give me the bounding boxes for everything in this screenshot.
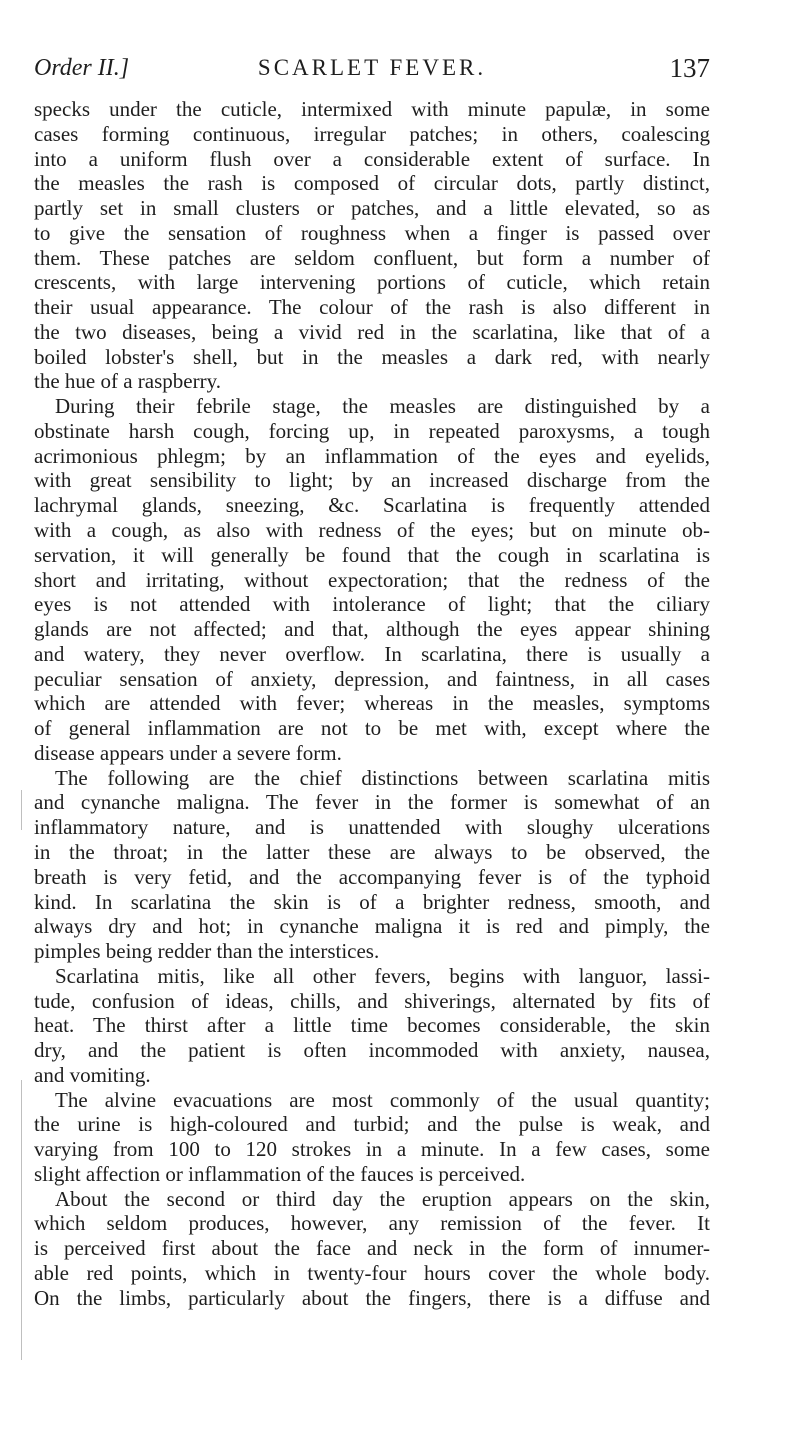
text-line: peculiar sensation of anxiety, depression, and faintness, in all cases <box>34 666 710 691</box>
text-line: servation, it will generally be found that the cough in scarlatina is <box>34 542 710 567</box>
text-line: always dry and hot; in cynanche maligna it is red and pimply, the <box>34 914 710 939</box>
text-line: which are attended with fever; whereas in the measles, symptoms <box>34 691 710 716</box>
text-line: The alvine evacuations are most commonly of the usual quantity; <box>55 1087 710 1112</box>
text-line: pimples being redder than the interstices. <box>34 939 380 964</box>
text-line: the measles the rash is composed of circular dots, partly distinct, <box>34 171 710 196</box>
text-line: of general inflammation are not to be met with, except where the <box>34 716 710 741</box>
text-line: in the throat; in the latter these are always to be observed, the <box>34 839 710 864</box>
text-line: inflammatory nature, and is unattended with sloughy ulcerations <box>34 815 710 840</box>
text-line: able red points, which in twenty-four hours cover the whole body. <box>34 1260 710 1285</box>
text-line: obstinate harsh cough, forcing up, in repeated paroxysms, a tough <box>34 418 710 443</box>
text-line: varying from 100 to 120 strokes in a minute. In a few cases, some <box>34 1137 710 1162</box>
text-line: acrimonious phlegm; by an inflammation of the eyes and eyelids, <box>34 443 710 468</box>
text-line: the urine is high-coloured and turbid; and the pulse is weak, and <box>34 1112 710 1137</box>
page-number: 137 <box>669 53 710 83</box>
text-line: which seldom produces, however, any remission of the fever. It <box>34 1211 710 1236</box>
text-line: them. These patches are seldom confluent, but form a number of <box>34 245 710 270</box>
text-line: breath is very fetid, and the accompanying fever is of the typhoid <box>34 864 710 889</box>
text-line: slight affection or inflammation of the fauces is perceived. <box>34 1161 526 1186</box>
text-line: kind. In scarlatina the skin is of a brighter redness, smooth, and <box>34 889 710 914</box>
text-line: Scarlatina mitis, like all other fevers, begins with languor, lassi- <box>55 963 710 988</box>
text-line: partly set in small clusters or patches, and a little elevated, so as <box>34 196 710 221</box>
margin-scan-mark <box>21 790 22 830</box>
header-title: SCARLET FEVER. <box>257 55 487 80</box>
text-line: specks under the cuticle, intermixed with minute papulæ, in some <box>34 97 710 121</box>
text-line: is perceived first about the face and neck in the form of innumer- <box>34 1236 710 1261</box>
text-line: the two diseases, being a vivid red in the scarlatina, like that of a <box>34 319 710 344</box>
text-line: glands are not affected; and that, although the eyes appear shining <box>34 617 710 642</box>
text-line: disease appears under a severe form. <box>34 740 342 765</box>
text-line: eyes is not attended with intolerance of light; that the ciliary <box>34 592 710 617</box>
header-chapter-reference: Order II.] <box>34 55 130 81</box>
text-line: lachrymal glands, sneezing, &c. Scarlatina is frequently attended <box>34 493 710 518</box>
text-line: The following are the chief distinctions between scarlatina mitis <box>55 765 710 790</box>
text-line: and cynanche maligna. The fever in the former is somewhat of an <box>34 790 710 815</box>
text-line: dry, and the patient is often incommoded with anxiety, nausea, <box>34 1038 710 1063</box>
text-line: with great sensibility to light; by an increased discharge from the <box>34 468 710 493</box>
text-line: their usual appearance. The colour of the rash is also different in <box>34 295 710 320</box>
text-line: and vomiting. <box>34 1062 151 1087</box>
text-line: with a cough, as also with redness of the eyes; but on minute ob- <box>34 518 710 543</box>
text-line: and watery, they never overflow. In scarlatina, there is usually a <box>34 641 710 666</box>
text-line: tude, confusion of ideas, chills, and shiverings, alternated by fits of <box>34 988 710 1013</box>
text-line: short and irritating, without expectoration; that the redness of the <box>34 567 710 592</box>
text-line: cases forming continuous, irregular patches; in others, coalescing <box>34 121 710 146</box>
text-line: About the second or third day the eruption appears on the skin, <box>55 1186 710 1211</box>
text-line: On the limbs, particularly about the fingers, there is a diffuse and <box>34 1285 710 1310</box>
text-line: During their febrile stage, the measles are distinguished by a <box>55 394 710 419</box>
body-text <box>34 97 710 1311</box>
text-line: boiled lobster's shell, but in the measles a dark red, with nearly <box>34 344 710 369</box>
margin-scan-mark <box>21 1080 22 1360</box>
text-line: crescents, with large intervening portions of cuticle, which retain <box>34 270 710 295</box>
running-header <box>34 48 710 88</box>
text-line: the hue of a raspberry. <box>34 369 221 394</box>
text-line: heat. The thirst after a little time becomes considerable, the skin <box>34 1013 710 1038</box>
text-line: to give the sensation of roughness when a finger is passed over <box>34 220 710 245</box>
text-line: into a uniform flush over a considerable extent of surface. In <box>34 146 710 171</box>
